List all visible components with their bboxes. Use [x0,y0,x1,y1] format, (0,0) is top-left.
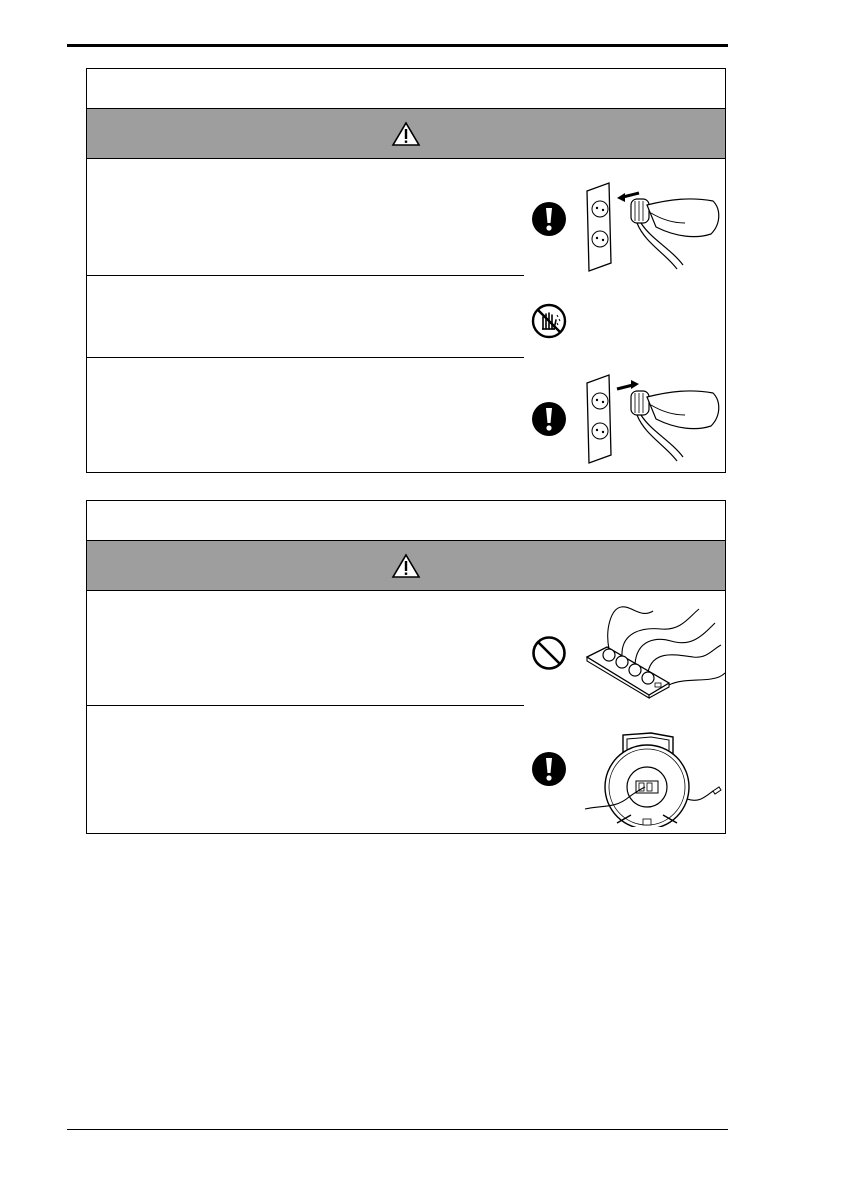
warning-bar [87,109,725,159]
warning-row [87,591,524,706]
warning-panel-1 [86,68,726,473]
do-not-touch-wet-hands-icon [531,303,567,339]
cable-reel-illustration [581,719,726,827]
power-strip-illustration [581,599,726,699]
warning-row [87,706,524,833]
caution-triangle-icon [391,121,421,147]
plug-insert-illustration [581,179,731,274]
panel-body [87,591,725,833]
prohibited-icon [531,635,567,671]
warning-bar [87,541,725,591]
warning-row [87,159,524,276]
warning-row [87,358,524,472]
footer-rule [67,1129,728,1130]
panel-body [87,159,725,472]
mandatory-exclamation-icon [531,751,567,787]
panel-title [87,69,725,109]
warning-row [87,276,524,358]
plug-remove-illustration [581,371,731,466]
warning-panel-2 [86,500,726,834]
mandatory-exclamation-icon [531,201,567,237]
caution-triangle-icon [391,553,421,579]
panel-title [87,501,725,541]
mandatory-exclamation-icon [531,401,567,437]
header-rule [67,44,728,47]
